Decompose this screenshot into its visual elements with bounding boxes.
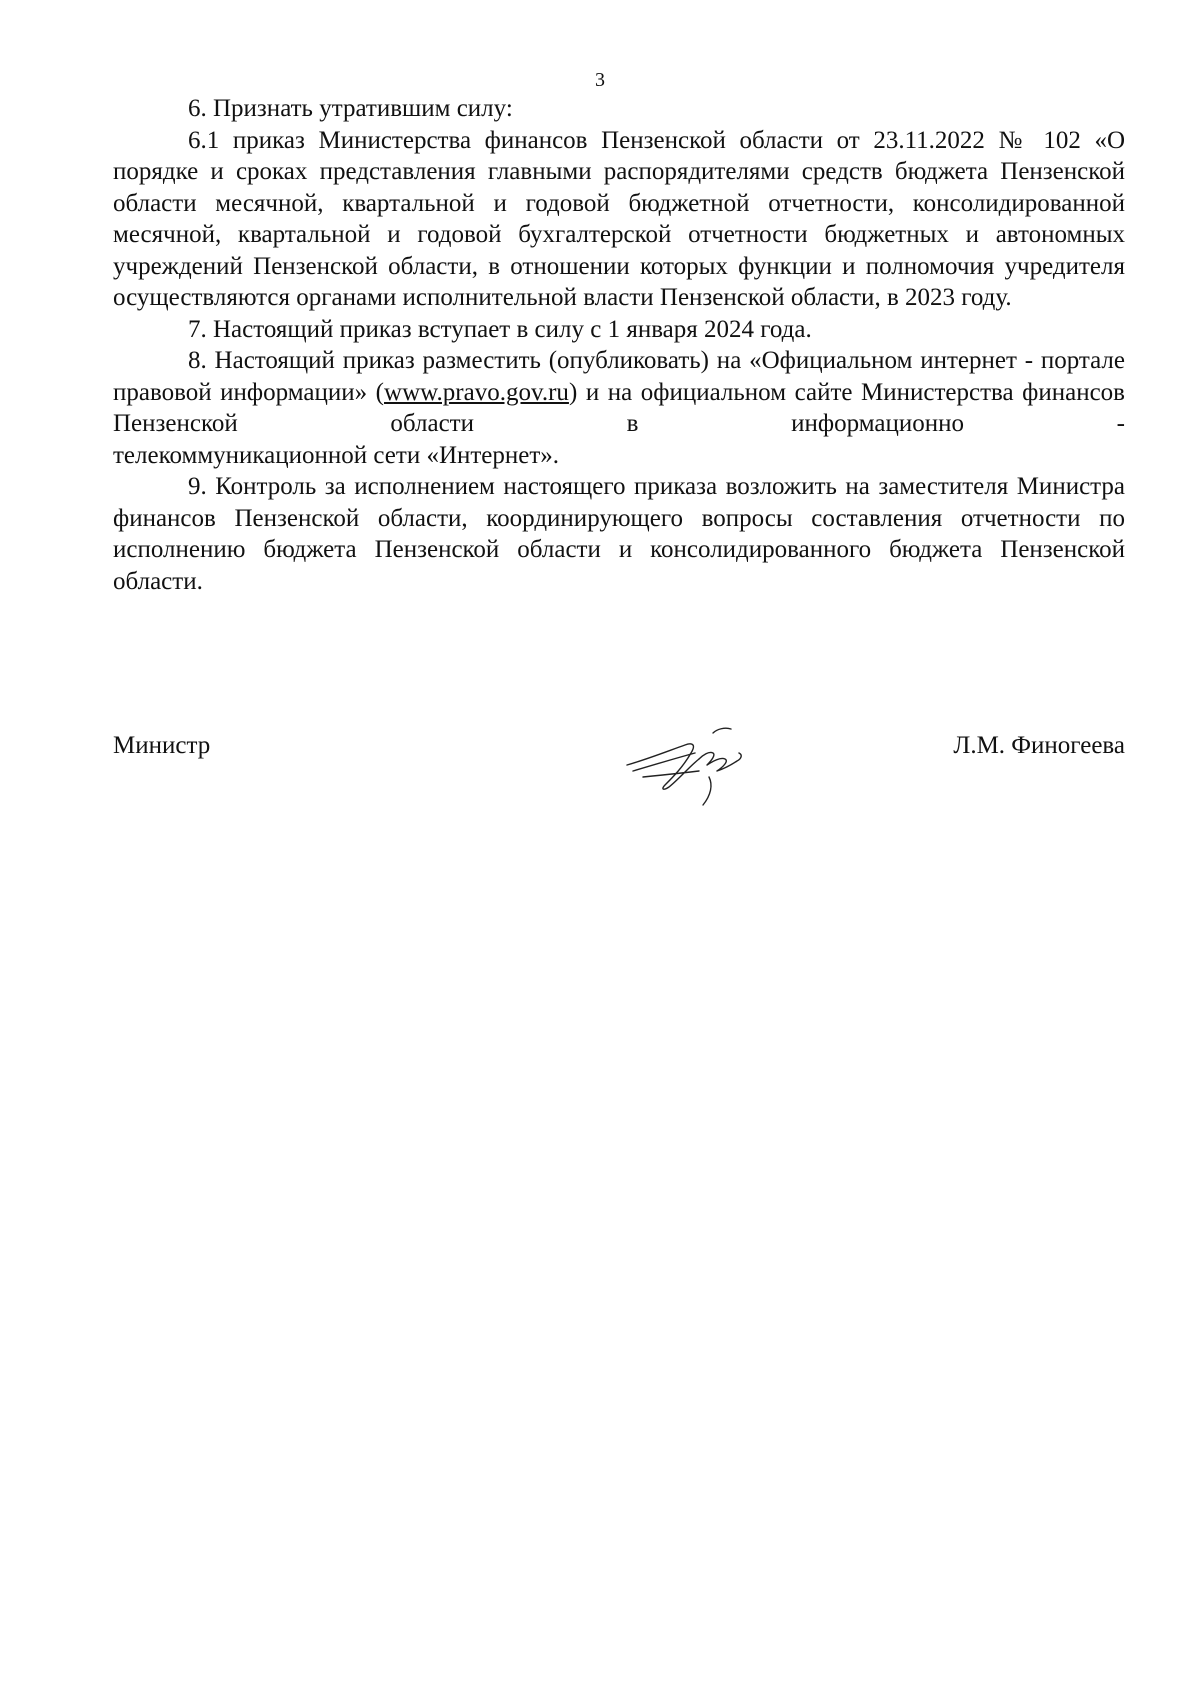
- paragraph-8-text-start: 8. Настоящий приказ разместить (опубликовать) на «Официальном интернет - портале правовой информации» (: [113, 347, 1125, 406]
- paragraph-8-end: телекоммуникационной сети «Интернет».: [113, 441, 560, 469]
- page-number: 3: [595, 69, 605, 91]
- pravo-link[interactable]: www.pravo.gov.ru: [384, 378, 569, 406]
- signatory-name: Л.М. Финогеева: [953, 732, 1125, 759]
- paragraph-8-text-mid: ) и на официальном сайте Министерства финансов Пензенской области в информационно -: [113, 378, 1125, 437]
- document-body: [113, 93, 1125, 597]
- signatory-title: Министр: [113, 732, 211, 759]
- paragraph-6: 6. Признать утратившим силу:: [188, 95, 513, 122]
- paragraph-6-1: 6.1 приказ Министерства финансов Пензенской области от 23.11.2022 № 102 «О порядке и сроках представления главными распорядителями средств бюджета Пензенской области месячной, квартальной и годовой бюджетной отчетности, консолидированной месячной, квартальной и годовой бухгалтерской отчетности бюджетных и автономных учреждений Пензенской области, в отношении которых функции и полномочия учредителя осуществляются органами исполнительной власти Пензенской области, в 2023 году.: [113, 126, 1125, 311]
- signature-block: [113, 720, 1125, 790]
- paragraph-7: 7. Настоящий приказ вступает в силу с 1 января 2024 года.: [188, 315, 812, 343]
- handwritten-signature: [613, 715, 763, 810]
- paragraph-8: [113, 345, 1125, 440]
- paragraph-9: 9. Контроль за исполнением настоящего приказа возложить на заместителя Министра финансов Пензенской области, координирующего вопросы составления отчетности по исполнению бюджета Пензенской области и консолидированного бюджета Пензенской области.: [113, 473, 1125, 595]
